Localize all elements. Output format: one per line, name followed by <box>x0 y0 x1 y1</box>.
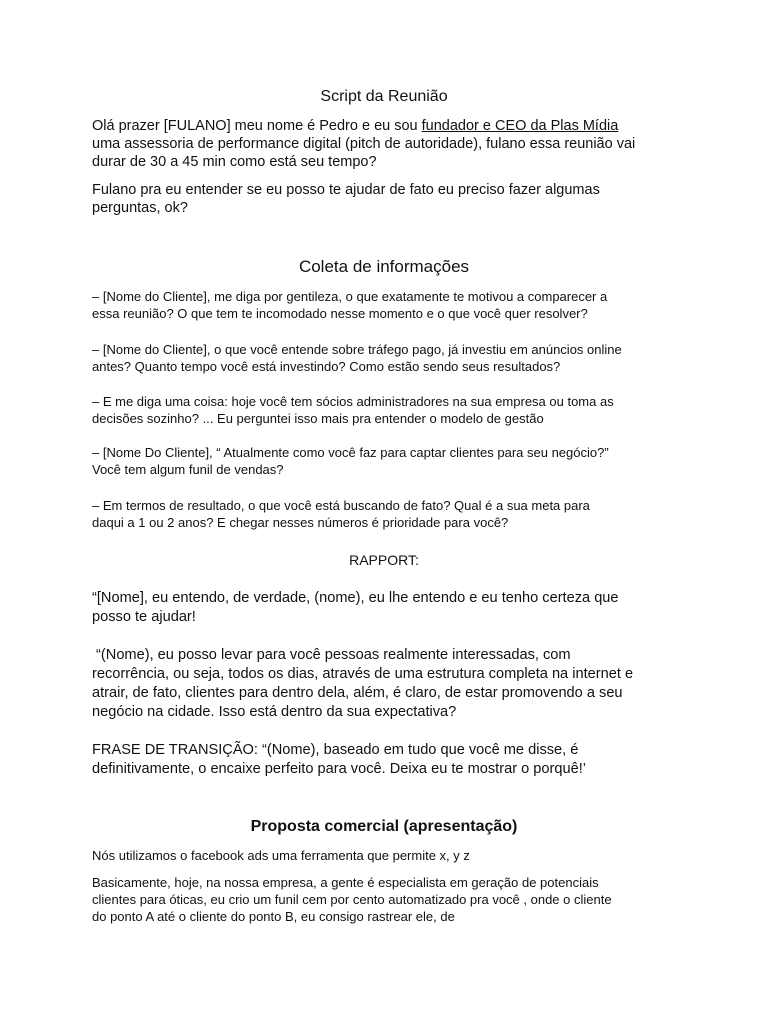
question-1-line-2: essa reunião? O que tem te incomodado nesse momento e o que você quer resolver? <box>92 306 588 321</box>
question-4-line-1: – [Nome Do Cliente], “ Atualmente como você faz para captar clientes para seu negócio?” <box>92 445 609 460</box>
question-5-line-1: – Em termos de resultado, o que você está buscando de fato? Qual é a sua meta para <box>92 498 590 513</box>
coleta-title: Coleta de informações <box>298 257 470 276</box>
question-3-line-1: – E me diga uma coisa: hoje você tem sócios administradores na sua empresa ou toma as <box>92 394 614 409</box>
proposta-paragraph-2-line-1: Basicamente, hoje, na nossa empresa, a gente é especialista em geração de potenciais <box>92 875 599 890</box>
questions-intro-line-2: perguntas, ok? <box>92 200 188 216</box>
question-4-line-2: Você tem algum funil de vendas? <box>92 462 284 477</box>
question-5-line-2: daqui a 1 ou 2 anos? E chegar nesses números é prioridade para você? <box>92 515 509 530</box>
intro-line-3: durar de 30 a 45 min como está seu tempo? <box>92 154 377 170</box>
transition-line-2: definitivamente, o encaixe perfeito para você. Deixa eu te mostrar o porquê!’ <box>92 761 587 777</box>
proposta-title: Proposta comercial (apresentação) <box>250 818 518 835</box>
rapport-2-line-2: recorrência, ou seja, todos os dias, através de uma estrutura completa na internet e <box>92 666 634 682</box>
company-link[interactable]: fundador e CEO da Plas Mídia <box>421 118 619 134</box>
question-2-line-1: – [Nome do Cliente], o que você entende sobre tráfego pago, já investiu em anúncios online <box>92 342 622 357</box>
rapport-1-line-2: posso te ajudar! <box>92 609 196 625</box>
proposta-paragraph-1: Nós utilizamos o facebook ads uma ferramenta que permite x, y z <box>92 848 470 863</box>
rapport-label: RAPPORT: <box>349 552 419 568</box>
questions-intro-line-1: Fulano pra eu entender se eu posso te ajudar de fato eu preciso fazer algumas <box>92 182 600 198</box>
rapport-2-line-3: atrair, de fato, clientes para dentro dela, além, é claro, de estar promovendo a seu <box>92 685 623 701</box>
intro-text: Olá prazer [FULANO] meu nome é Pedro e eu sou <box>92 118 422 134</box>
intro-line-2: uma assessoria de performance digital (pitch de autoridade), fulano essa reunião vai <box>92 136 636 152</box>
rapport-2-line-1: “(Nome), eu posso levar para você pessoas realmente interessadas, com <box>92 647 571 663</box>
transition-line-1: FRASE DE TRANSIÇÃO: “(Nome), baseado em tudo que você me disse, é <box>92 742 579 758</box>
proposta-paragraph-2-line-3: do ponto A até o cliente do ponto B, eu consigo rastrear ele, de <box>92 909 455 924</box>
question-2-line-2: antes? Quanto tempo você está investindo? Como estão sendo seus resultados? <box>92 359 561 374</box>
intro-line-1 <box>92 118 618 134</box>
script-title: Script da Reunião <box>320 88 448 105</box>
proposta-paragraph-2-line-2: clientes para óticas, eu crio um funil cem por cento automatizado pra você , onde o cliente <box>92 892 612 907</box>
rapport-2-line-4: negócio na cidade. Isso está dentro da sua expectativa? <box>92 704 457 720</box>
question-1-line-1: – [Nome do Cliente], me diga por gentileza, o que exatamente te motivou a comparecer a <box>92 289 608 304</box>
question-3-line-2: decisões sozinho? ... Eu perguntei isso mais pra entender o modelo de gestão <box>92 411 544 426</box>
rapport-1-line-1: “[Nome], eu entendo, de verdade, (nome), eu lhe entendo e eu tenho certeza que <box>92 590 619 606</box>
